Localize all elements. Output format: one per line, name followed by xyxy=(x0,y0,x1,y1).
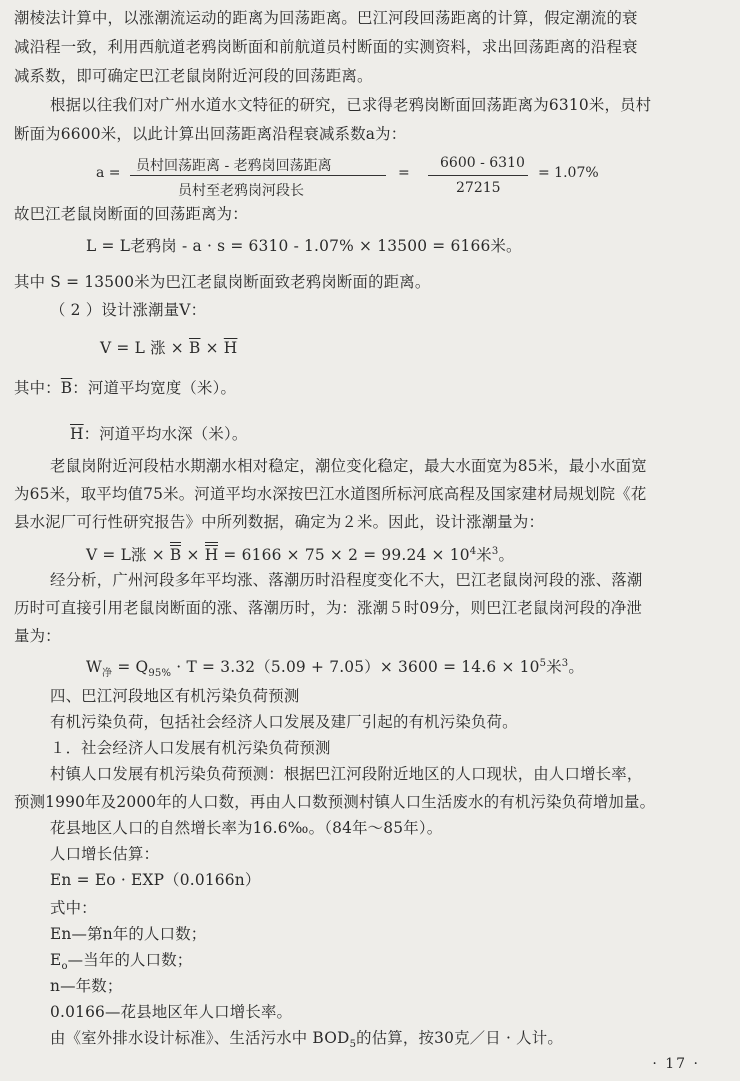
text-line: 潮棱法计算中，以涨潮流运动的距离为回荡距离。巴江河段回荡距离的计算，假定潮流的衰 xyxy=(14,9,638,27)
text-line: n—年数； xyxy=(50,977,123,995)
exponent: 3 xyxy=(491,546,499,557)
text-line: 根据以往我们对广州水道水文特征的研究，已求得老鸦岗断面回荡距离为6310米，员村 xyxy=(50,96,652,114)
mean-depth-symbol: $\overline{H}$ xyxy=(70,425,84,443)
text-line: 0.0166—花县地区年人口增长率。 xyxy=(50,1003,293,1021)
exponent: 5 xyxy=(539,658,547,669)
text-line: 量为： xyxy=(14,627,61,645)
times-sign: × xyxy=(205,339,219,357)
text-line: 人口增长估算： xyxy=(50,845,160,863)
section-heading: （ 2 ）设计涨潮量V： xyxy=(50,301,207,319)
text-line: 减系数，即可确定巴江老鼠岗附近河段的回荡距离。 xyxy=(14,67,373,85)
formula-tide-volume-result xyxy=(86,542,740,565)
fraction-bar xyxy=(428,175,528,176)
subsection-heading: １．社会经济人口发展有机污染负荷预测 xyxy=(50,739,331,757)
definition: ：河道平均水深（米）。 xyxy=(83,425,248,443)
formula-line: L = L老鸦岗 - a · s = 6310 - 1.07% × 13500 = 6166米。 xyxy=(86,237,522,255)
fraction-numerator: 员村回荡距离 - 老鸦岗回荡距离 xyxy=(136,158,332,174)
section-heading: 四、巴江河段地区有机污染负荷预测 xyxy=(50,687,300,705)
w-symbol: W xyxy=(86,658,103,677)
mean-depth-symbol: H xyxy=(204,546,219,565)
text-line xyxy=(50,950,740,977)
page-number: · 17 · xyxy=(652,1056,700,1072)
text-line: 经分析，广州河段多年平均涨、落潮历时沿程度变化不大，巴江老鼠岗河段的涨、落潮 xyxy=(50,571,643,589)
unit: 米 xyxy=(546,658,562,677)
mean-width-symbol: $\overline{B}$ xyxy=(188,339,201,357)
subscript: o xyxy=(61,961,68,973)
text-line xyxy=(14,378,726,398)
text-line xyxy=(50,1028,740,1055)
label: 其中： xyxy=(14,379,61,397)
formula-result: = 1.07% xyxy=(538,165,599,181)
text-line: 老鼠岗附近河段枯水期潮水相对稳定，潮位变化稳定，最大水面宽为85米，最小水面宽 xyxy=(50,457,647,475)
text-line: 断面为6600米，以此计算出回荡距离沿程衰减系数a为： xyxy=(14,125,407,143)
unit: 米 xyxy=(476,546,492,565)
fraction-denominator: 员村至老鸦岗河段长 xyxy=(178,183,304,199)
formula-net-discharge xyxy=(86,654,740,684)
formula-lhs: V = L 涨 × xyxy=(100,339,184,357)
text-line: 为65米，取平均值75米。河道平均水深按巴江水道图所标河底高程及国家建材局规划院《花 xyxy=(14,485,647,503)
subscript: 净 xyxy=(102,668,113,680)
text-line: 花县地区人口的自然增长率为16.6‰。（84年～85年）。 xyxy=(50,819,443,837)
text-line: 有机污染负荷，包括社会经济人口发展及建厂引起的有机污染负荷。 xyxy=(50,713,518,731)
definition: ：河道平均宽度（米）。 xyxy=(72,379,237,397)
subscript: 95% xyxy=(148,668,172,680)
formula-rhs: = 6166 × 75 × 2 = 99.24 × 10 xyxy=(223,546,470,565)
mean-width-symbol: $\overline{B}$ xyxy=(60,379,73,397)
text-line: 故巴江老鼠岗断面的回荡距离为： xyxy=(14,205,248,223)
text-line: 历时可直接引用老鼠岗断面的涨、落潮历时，为：涨潮５时09分，则巴江老鼠岗河段的净泄 xyxy=(14,599,643,617)
fraction-numerator: 6600 - 6310 xyxy=(440,155,525,171)
formula-tide-volume xyxy=(100,338,740,358)
e-symbol: E xyxy=(50,951,62,969)
period: 。 xyxy=(568,658,584,677)
formula-equals: = Q xyxy=(117,658,149,677)
times-sign: × xyxy=(186,546,200,565)
definition: —当年的人口数； xyxy=(67,951,193,969)
fraction-bar xyxy=(130,175,386,176)
formula-line: En = Eo · EXP（0.0166n） xyxy=(50,871,261,889)
text-line xyxy=(70,424,740,444)
formula-rhs: · T = 3.32（5.09 + 7.05）× 3600 = 14.6 × 10 xyxy=(176,658,540,677)
text-line: 预测1990年及2000年的人口数，再由人口数预测村镇人口生活废水的有机污染负荷增加量。 xyxy=(14,793,656,811)
subscript: 5 xyxy=(349,1039,357,1051)
text-part: 的估算，按30克／日 · 人计。 xyxy=(356,1029,563,1047)
text-line: En—第n年的人口数； xyxy=(50,925,207,943)
text-line: 减沿程一致，利用西航道老鸦岗断面和前航道员村断面的实测资料，求出回荡距离的沿程衰 xyxy=(14,38,638,56)
formula-lhs: V = L涨 × xyxy=(86,546,165,565)
period: 。 xyxy=(498,546,515,565)
text-part: 由《室外排水设计标准》、生活污水中 BOD xyxy=(50,1029,350,1047)
formula-equals: = xyxy=(398,165,410,181)
exponent: 4 xyxy=(469,546,477,557)
mean-width-symbol: B xyxy=(169,546,182,565)
fraction-denominator: 27215 xyxy=(456,180,501,196)
formula-lhs: a = xyxy=(96,165,121,181)
mean-depth-symbol: $\overline{H}$ xyxy=(223,339,238,357)
text-line: 其中 S = 13500米为巴江老鼠岗断面致老鸦岗断面的距离。 xyxy=(14,273,431,291)
text-line: 式中： xyxy=(50,899,97,917)
text-line: 县水泥厂可行性研究报告》中所列数据，确定为２米。因此，设计涨潮量为： xyxy=(14,513,545,531)
exponent: 3 xyxy=(561,658,569,669)
text-line: 村镇人口发展有机污染负荷预测：根据巴江河段附近地区的人口现状，由人口增长率， xyxy=(50,765,643,783)
